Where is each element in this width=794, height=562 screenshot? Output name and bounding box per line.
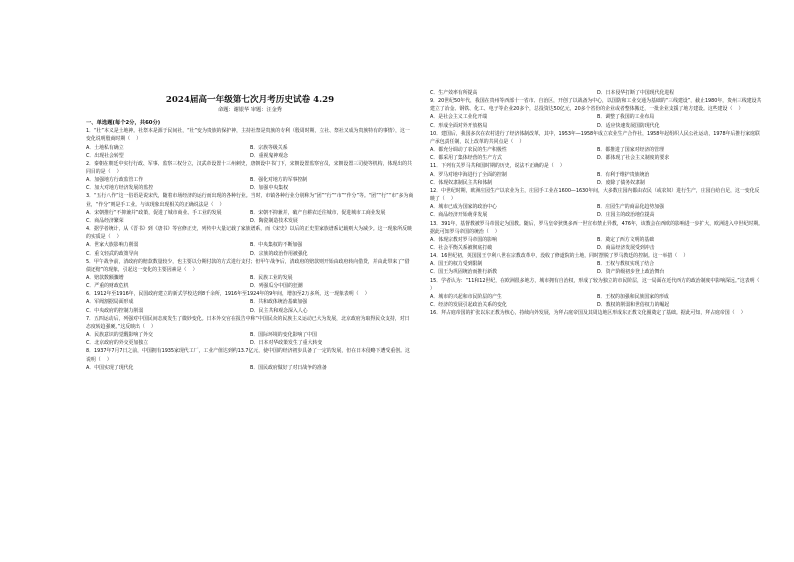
answer-option: B．国际环境的变化影响了中国 [250, 332, 317, 339]
question-stem: 16．拜占庭帝国的扩张以东正教为核心，持续向外发展，为拜占庭帝国及其周边地区形成东正教文化圈奠定了基础。据此可知，拜占庭帝国（ ） [430, 310, 746, 317]
answer-option: A．世家大族影响力削弱 [86, 242, 139, 249]
answer-option: C．体现奴隶制民主共和体制 [430, 179, 493, 186]
question-block [86, 258, 414, 291]
answer-option: B．共和政体统治基础加强 [250, 299, 308, 306]
answer-option: D．资产阶级初步登上政治舞台 [597, 269, 665, 276]
answer-option: C．商品经济繁荣 [86, 217, 124, 224]
question-block [86, 192, 414, 225]
question-stem: 4．据学者统计，从《晋书》到《唐书》等官修正史，列传中大量记载了家族谱系，而《宋史》以后的正史里家族谱系记载则大为减少。这一现象所反映的实质是（ ） [86, 226, 412, 241]
question-options [430, 203, 764, 219]
question-options [430, 113, 764, 129]
question-options [430, 171, 764, 187]
right-question-list [430, 89, 764, 317]
answer-option: A．军阀割据局面形成 [86, 299, 134, 306]
answer-option: B．国民政府做好了对日战争的准备 [250, 364, 327, 371]
answer-option: D．教权的削弱和世俗权力的崛起 [597, 302, 670, 309]
answer-option: D．列强瓜分中国的狂潮 [250, 283, 303, 290]
answer-option: D．宗族的政治作用被强化 [250, 250, 308, 257]
question-block [86, 127, 414, 160]
answer-option: A．城市的兴起和市民阶层的产生 [430, 293, 502, 300]
question-options [430, 260, 764, 276]
answer-option: D．废除了债务奴隶制 [597, 179, 645, 186]
answer-option: D．都体现了社会主义制度的要求 [597, 155, 670, 162]
answer-option: A．罗马对地中海进行了全面的控制 [430, 171, 507, 178]
question-options [86, 331, 414, 347]
question-block [430, 97, 764, 130]
answer-option: D．日本侵华打断了中国现代化进程 [597, 90, 675, 96]
question-block [86, 225, 414, 258]
answer-option: A．城市已成为国家的政治中心 [430, 204, 497, 211]
question-options [86, 144, 414, 160]
question-block [430, 162, 764, 186]
answer-option: B．都推进了国家对经济的管理 [597, 147, 664, 154]
question-options [86, 274, 414, 290]
answer-option: D．陶瓷制造技术发展 [250, 217, 298, 224]
question-block [430, 309, 764, 317]
question-options [86, 364, 414, 372]
answer-option: C．经济的发展引起政治关系的变化 [430, 302, 507, 309]
question-stem: 5．甲午战争前，清政府的赔款数量较少，也主要以分期付款的方式进行支付；但甲午战争后，清政府的赔款则开始由政府转向借贷，并由此带来了“借债还赔”的现象，引起这一变化的主要因素是（ ） [86, 258, 410, 273]
question-options [430, 146, 764, 162]
answer-option: A．是社会主义工业化开端 [430, 114, 488, 121]
question-options [86, 209, 414, 225]
question-stem: 14．16世纪初，英国国王亨利八世在宗教改革中，没收了修道院的土地，同时摆脱了罗马教廷的控制。这一举措（ ） [430, 253, 689, 260]
question-options [86, 241, 414, 257]
answer-option: A．赔款数额骤增 [86, 275, 124, 282]
answer-option: D．商品经济发展受到冲击 [597, 244, 655, 251]
question-block [430, 130, 764, 163]
exam-title: 2024届高一年级第七次月考历史试卷 4.29 [165, 95, 335, 105]
answer-option: C．都采用了集体经营的生产方式 [430, 155, 502, 162]
question-stem: 6．1912年至1916年，民国政府建立的新式学校达到8千余所，1916年至1924年的9年间，增加至2万多所。这一现象表明（ ） [86, 291, 370, 298]
answer-option: B．宋朝不抑兼并，破产自耕农迁往城市，促进城市工商业发展 [250, 209, 386, 216]
exam-authors: 命题：谢银华 审题：汪金秀 [218, 107, 282, 113]
answer-option: C．重文轻武的政策导向 [86, 250, 139, 257]
answer-option: D．庄园主的政治地位提高 [597, 212, 655, 219]
answer-option: C．严重的财政危机 [86, 283, 129, 290]
answer-option: A．国王的权力受到限制 [430, 261, 483, 268]
answer-option: C．北京政府的外交更加独立 [86, 340, 149, 347]
answer-option: B．调整了我国的工业布局 [597, 114, 655, 121]
question-stem: 13．391年，基督教被罗马帝国定为国教。随后，罗马皇帝狄奥多西一世宣布禁止异教，476年，该教会在西欧的影响进一步扩大，欧洲进入中世纪时期。据此可知罗马帝国的统治（ ） [430, 220, 764, 235]
section-heading: 一、单选题(每个2分，共60分) [86, 120, 161, 126]
question-block [86, 315, 414, 348]
answer-option: C．中央政府的控制力削弱 [86, 307, 144, 314]
answer-option: B．王权与教权实现了结合 [597, 261, 655, 268]
answer-option: D．日本对华政策发生了重大转变 [250, 340, 323, 347]
question-stem: 7．五四运动后，列强对中国民间态度发生了微妙变化。日本外交官在报告中称“中国民众的民族主义运动已大为发展，北京政府为取得民众支持，对日态度转趋强硬。”这反映出（ ） [86, 315, 410, 330]
question-block [86, 347, 414, 371]
answer-option: D．加强中央集权 [250, 185, 289, 192]
question-options [430, 293, 764, 309]
answer-option: C．出现社会转型 [86, 152, 124, 159]
question-stem: 11．下列有关罗马共和国时期的历史，说法不正确的是（ ） [430, 163, 565, 170]
answer-option: B．民族工业的发展 [250, 275, 293, 282]
question-options [430, 236, 764, 252]
question-stem: 2．秦朝在朝廷中实行行政、军事、监察三权分立，汉武帝设置十三州刺史，唐朝设中书门下，宋朝设置监察官员，宋朝设置三司使等机构，体现出的共同目的是（ ） [86, 160, 412, 175]
left-column [86, 0, 414, 562]
question-block [430, 187, 764, 220]
question-block [430, 220, 764, 253]
answer-option: C．生产效率有所提高 [430, 90, 478, 96]
answer-option: A．中国实现了现代化 [86, 364, 134, 371]
answer-option: C．形成全面对外开放格局 [430, 122, 488, 129]
question-block [430, 277, 764, 310]
question-stem: 9．20世纪50年代，我国在贵州等西部十一省市、自治区，开创了以战备为中心，以国防和工业交通为基础的“三线建设”，截止1980年，贵州三线建设共建立了冶金、钢铁、化工、电子等企业20多个，总投资达50亿元，20多个省份的企业或者整体搬迁，一批企业支援了地方建设。这些建设（ ） [430, 98, 762, 113]
answer-option: D．重视鬼神观念 [250, 152, 289, 159]
question-block [430, 89, 764, 97]
answer-option: B．宗族等级关系 [250, 144, 288, 151]
answer-option: C．商品经济开始萌芽发展 [430, 212, 488, 219]
answer-option: B．王权的加强和民族国家的形成 [597, 293, 669, 300]
answer-option: C．加大对地方经济发展的监控 [86, 185, 153, 192]
question-stem: 3．“五行八作”这一俗语是说宋代，随着市场经济的运行而出现的各种行业。当时，市镇各种行业分别称为“团”“行”“市”“作分”等。“团”“行”“市”多为商业，“作分”则是手工业。与该现象出现相关的正确说法是（ ） [86, 193, 414, 208]
question-options [86, 298, 414, 314]
question-stem: 15．学者认为：“11和12世纪，在欧洲很多地方，城市拥有自治权，形成了较为独立的市民阶层，这一局面在近代西方的政治制度中影响深远。”这表明（ ） [430, 277, 766, 292]
question-stem: 10．建国后，我国多次在农村进行了经济体制改革，其中，1953年—1958年成立农业生产合作社，1958年起组织人民公社运动，1978年后推行家庭联产承包责任制，以上改革的共同点是（ ） [430, 130, 760, 145]
answer-option: D．适应快速发展国防现代化 [597, 122, 660, 129]
answer-option: A．民族意识的觉醒影响了外交 [86, 332, 153, 339]
question-options [86, 176, 414, 192]
question-options [430, 89, 764, 97]
question-stem: 12．中世纪时期，欧洲庄园生产以农业为主，庄园手工业在1600—1630年间，大多数庄园内都由农民（或农奴）进行生产，庄园自给自足，这一变化反映了（ ） [430, 187, 760, 203]
answer-option: C．国王为巩固统治而推行新教 [430, 269, 497, 276]
answer-option: D．民主共和观念深入人心 [250, 307, 308, 314]
answer-option: B．奠定了西方文明的基础 [597, 236, 655, 243]
answer-option: B．庄园生产的商品化趋势加强 [597, 204, 664, 211]
question-stem: 1．“壮”本义是土地神。社祭本是源于民间社，“壮”变为贵族的保护神，主持社祭是贵族的专利（殷周时期，立社、祭社又成为贵族特有的事情），这一变化说明殷商时期（ ） [86, 128, 410, 143]
answer-option: C．社会平衡关系被彻底打破 [430, 244, 493, 251]
answer-option: A．加强地方行政监管工作 [86, 177, 144, 184]
question-block [86, 160, 414, 193]
answer-option: A．宋朝推行“不抑兼并”政策，促进了城市商业、手工业的发展 [86, 209, 222, 216]
question-block [86, 290, 414, 314]
answer-option: B．强化对地方的军事控制 [250, 177, 308, 184]
answer-option: A．都充分调动了农民的生产积极性 [430, 147, 507, 154]
left-question-list [86, 127, 414, 372]
question-block [430, 252, 764, 276]
answer-option: B．有利于维护贵族统治 [597, 171, 650, 178]
answer-option: A．土地私有确立 [86, 144, 124, 151]
answer-option: A．体现宗教对罗马帝国的影响 [430, 236, 497, 243]
question-stem: 8．1937年7月7日之前，中国拥有1935家现代工厂，工业产值达到约13.7亿元，使中国的经济初步具备了一定的发展，但在日本侵略下遭受重创。这说明（ ） [86, 348, 410, 363]
answer-option: B．中央集权的不断加强 [250, 242, 303, 249]
right-column [430, 0, 764, 562]
